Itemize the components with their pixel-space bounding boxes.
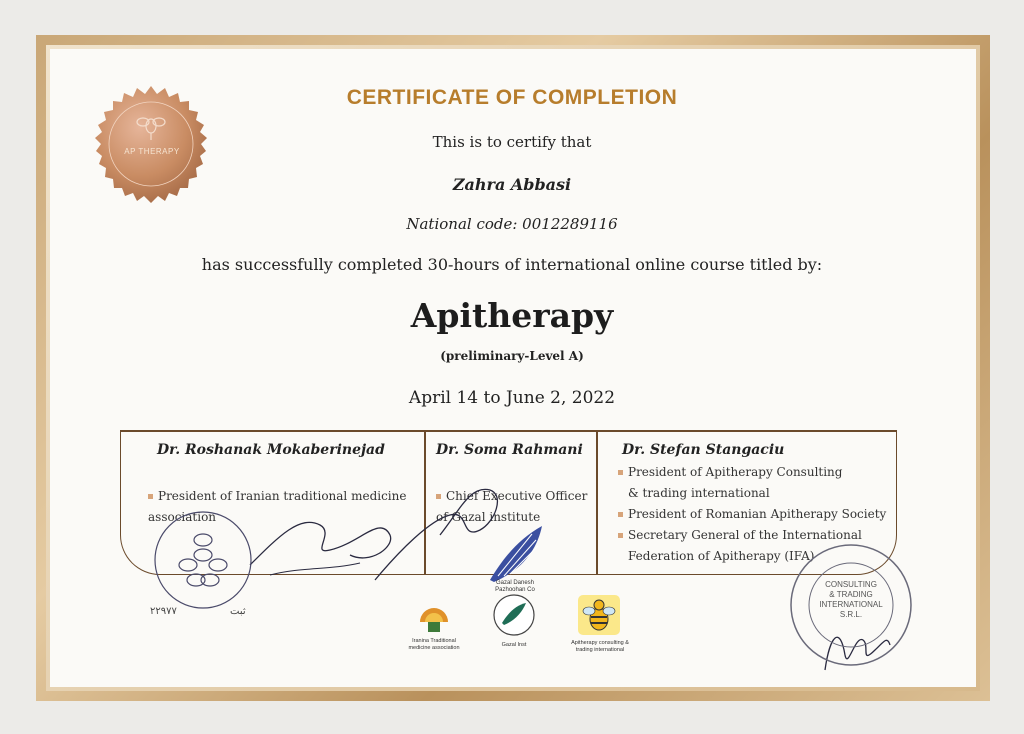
course-level: (preliminary-Level A) xyxy=(440,349,584,363)
registration-label: ثبت xyxy=(230,606,246,617)
consulting-stamp-text: CONSULTING & TRADING INTERNATIONAL S.R.L. xyxy=(819,580,883,619)
logo-caption-apitherapy: Apitherapy consulting & trading international xyxy=(571,640,629,653)
bullet-icon xyxy=(618,470,623,475)
bullet-icon xyxy=(148,494,153,499)
signatory-role-1: President of Iranian traditional medicine association xyxy=(148,489,407,524)
certificate-title: CERTIFICATE OF COMPLETION xyxy=(346,86,678,109)
gazal-stamp-icon xyxy=(482,520,550,586)
iranian-traditional-medicine-logo-icon xyxy=(416,600,452,636)
apitherapy-bee-logo-icon xyxy=(576,593,622,637)
completion-statement: has successfully completed 30-hours of international online course titled by: xyxy=(201,255,823,274)
recipient-name: Zahra Abbasi xyxy=(452,175,572,194)
iranian-medicine-stamp-icon xyxy=(148,505,258,615)
seal-label: AP THERAPY xyxy=(124,147,180,156)
gazal-inst-logo-icon xyxy=(492,593,536,637)
signatory-divider xyxy=(596,430,598,574)
signatory-name-2: Dr. Soma Rahmani xyxy=(436,442,583,458)
logo-caption-iranian: Iranina Traditional medicine association xyxy=(408,638,460,651)
registration-number: ۲۲۹۷۷ xyxy=(150,606,177,617)
bullet-icon xyxy=(618,533,623,538)
national-code: National code: 0012289116 xyxy=(406,215,618,233)
logo-caption-gazal: Gazal Inst xyxy=(501,642,527,648)
certify-line: This is to certify that xyxy=(432,133,592,151)
signatory-name-3: Dr. Stefan Stangaciu xyxy=(622,442,785,458)
signatory-name-1: Dr. Roshanak Mokaberinejad xyxy=(157,442,385,458)
gazal-stamp-label: Gazal Danesh Pazhoohan Co xyxy=(495,580,535,593)
signatory-role-2: Chief Executive Officer of Gazal institute xyxy=(436,489,588,524)
bullet-icon xyxy=(618,512,623,517)
signatory-role-3: President of Apitherapy Consulting & trading international President of Romanian Apitherapy Society Secretary General of the International Federation of Apitherapy (IFA) xyxy=(618,462,886,567)
course-title: Apitherapy xyxy=(410,296,614,335)
course-dates: April 14 to June 2, 2022 xyxy=(408,388,616,408)
